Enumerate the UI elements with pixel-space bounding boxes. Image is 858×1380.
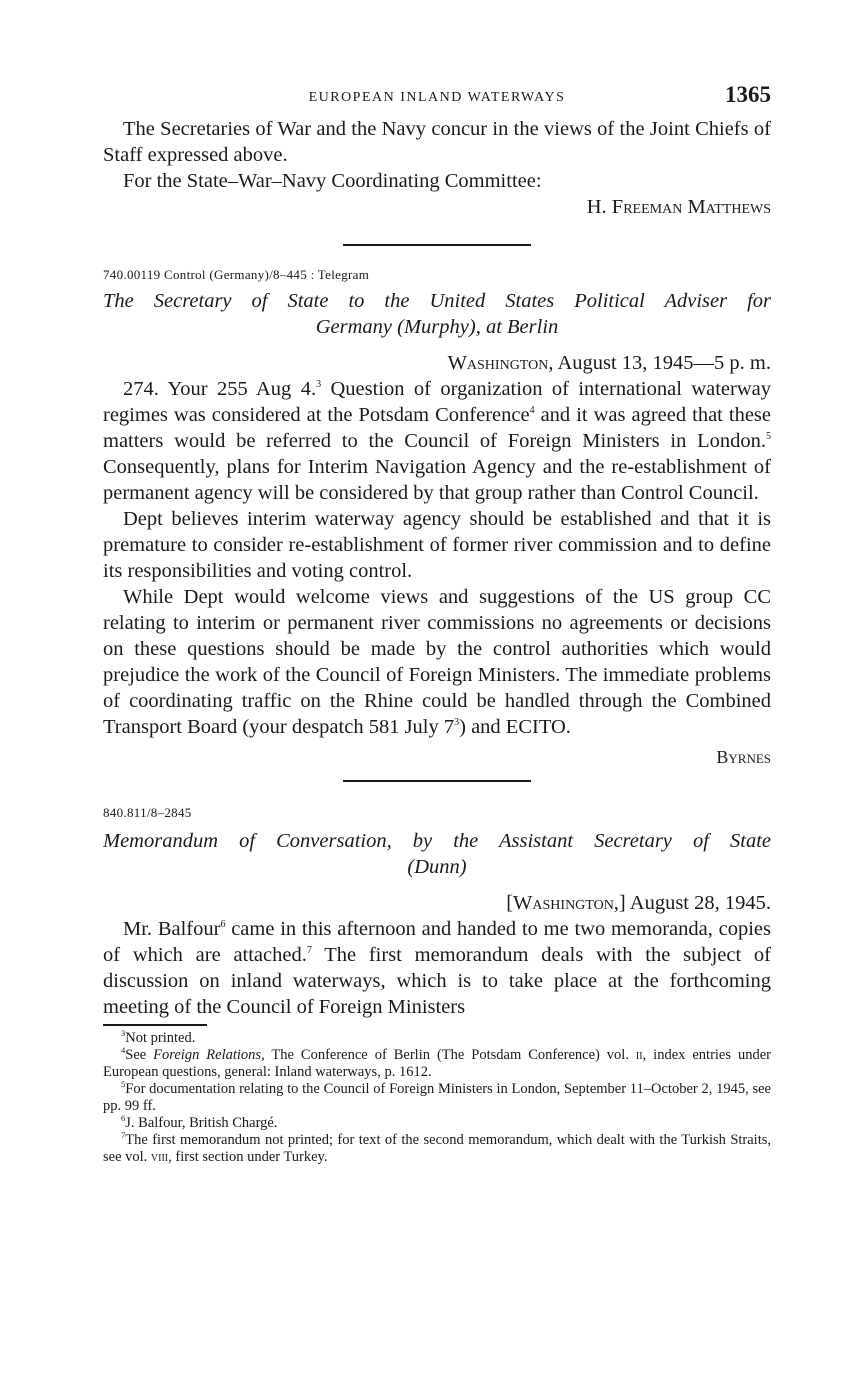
footnote-text: , first section under Turkey. (168, 1149, 328, 1165)
heading-2-line-1: Memorandum of Conversation, by the Assistant Secretary of State (103, 830, 771, 852)
text-run: came in this afternoon and handed to me two memoranda, copies of which are attached. (103, 918, 771, 966)
text-run: While Dept would welcome views and suggestions of the US group CC relating to interim or permanent river commissions no agreements or decisions on these questions should be made by the control authorities which would prejudice the work of the Council of Foreign Ministers. The immediate problems of coordinating traffic on the Rhine could be handled through the Combined Transport Board (your despatch 581 July 7 (103, 586, 771, 738)
footnote-6 (103, 1115, 771, 1132)
footnote-mark: 5 (121, 1079, 126, 1090)
footnote-mark: 4 (121, 1045, 126, 1056)
text-run: ) and ECITO. (459, 716, 571, 738)
memorandum-paragraph-1 (103, 916, 771, 1020)
footnote-text: The first memorandum not printed; for text of the second memorandum, which dealt with the Turkish Straits, see vol. (103, 1132, 771, 1165)
footnote-italic-title: Foreign Relations, (153, 1047, 265, 1063)
text-run: Mr. Balfour (123, 918, 221, 940)
telegram-paragraph-1 (103, 376, 771, 506)
footnote-ref: 6 (220, 919, 226, 931)
page-number: 1365 (725, 82, 771, 107)
footnote-ref: 3 (454, 717, 460, 729)
footnote-3 (103, 1030, 771, 1047)
text-run: The first memorandum deals with the subject of discussion on inland waterways, which is to take place at the forthcoming meeting of the Council of Foreign Ministers (103, 944, 771, 1018)
footnote-ref: 5 (766, 431, 771, 443)
dateline-2 (103, 890, 771, 916)
heading-2-line-2: (Dunn) (407, 856, 467, 878)
footnote-text: For documentation relating to the Council of Foreign Ministers in London, September 11–October 2, 1945, see pp. 99 ff. (103, 1081, 771, 1114)
footnote-ref: 4 (529, 405, 535, 417)
document-heading-1 (103, 288, 771, 340)
footnote-5 (103, 1081, 771, 1115)
file-number-1: 740.00119 Control (Germany)/8–445 : Telegram (103, 267, 370, 282)
footnote-volume: viii (150, 1149, 169, 1165)
document-heading-2 (103, 828, 771, 880)
text-run: Question of organization of international waterway regimes was considered at the Potsdam Conference (103, 378, 771, 426)
footnote-volume: ii (635, 1047, 643, 1063)
text-run: 274. Your 255 Aug 4. (123, 378, 317, 400)
section-divider (343, 244, 531, 246)
footnotes (103, 1030, 771, 1166)
dateline-2-place: [Washington,] (506, 892, 626, 914)
committee-line: For the State–War–Navy Coordinating Committee: (123, 170, 542, 192)
heading-1-line-2: Germany (Murphy), at Berlin (315, 316, 559, 338)
footnote-4 (103, 1047, 771, 1081)
page-header (103, 80, 771, 116)
footnote-mark: 7 (121, 1130, 126, 1141)
footnote-mark: 6 (121, 1113, 126, 1124)
footnote-text: See (125, 1047, 154, 1063)
footnote-text: The Conference of Berlin (The Potsdam Conference) vol. (264, 1047, 636, 1063)
footnote-7 (103, 1132, 771, 1166)
file-number-2: 840.811/8–2845 (103, 805, 192, 820)
running-head: EUROPEAN INLAND WATERWAYS (308, 90, 566, 105)
footnote-mark: 3 (121, 1028, 126, 1039)
telegram-paragraph-3 (103, 584, 771, 740)
footnote-ref: 7 (306, 945, 312, 957)
text-run: Consequently, plans for Interim Navigation Agency and the re-establishment of permanent agency will be considered by that group rather than Control Council. (103, 456, 771, 504)
section-divider (343, 780, 531, 782)
text-run: and it was agreed that these matters would be referred to the Council of Foreign Ministers in London. (103, 404, 771, 452)
document-page (103, 80, 771, 1166)
intro-paragraph: The Secretaries of War and the Navy concur in the views of the Joint Chiefs of Staff expressed above. (103, 118, 771, 166)
dateline-1 (103, 350, 771, 376)
footnote-text: Not printed. (125, 1030, 196, 1046)
dateline-2-date: August 28, 1945. (625, 892, 771, 914)
signature-byrnes: Byrnes (716, 747, 771, 767)
footnote-divider (103, 1024, 207, 1026)
dateline-1-date: , August 13, 1945—5 p. m. (548, 352, 771, 374)
signature-matthews: H. Freeman Matthews (586, 196, 771, 218)
telegram-paragraph-2: Dept believes interim waterway agency should be established and that it is premature to consider re-establishment of former river commission and to define its responsibilities and voting control. (103, 508, 771, 582)
heading-1-line-1: The Secretary of State to the United States Political Adviser for (103, 290, 771, 312)
footnote-text: , index entries under European questions, general: Inland waterways, p. 1612. (103, 1047, 771, 1080)
footnote-ref: 3 (316, 379, 322, 391)
footnote-text: J. Balfour, British Chargé. (125, 1115, 278, 1131)
dateline-1-place: Washington (447, 352, 549, 374)
